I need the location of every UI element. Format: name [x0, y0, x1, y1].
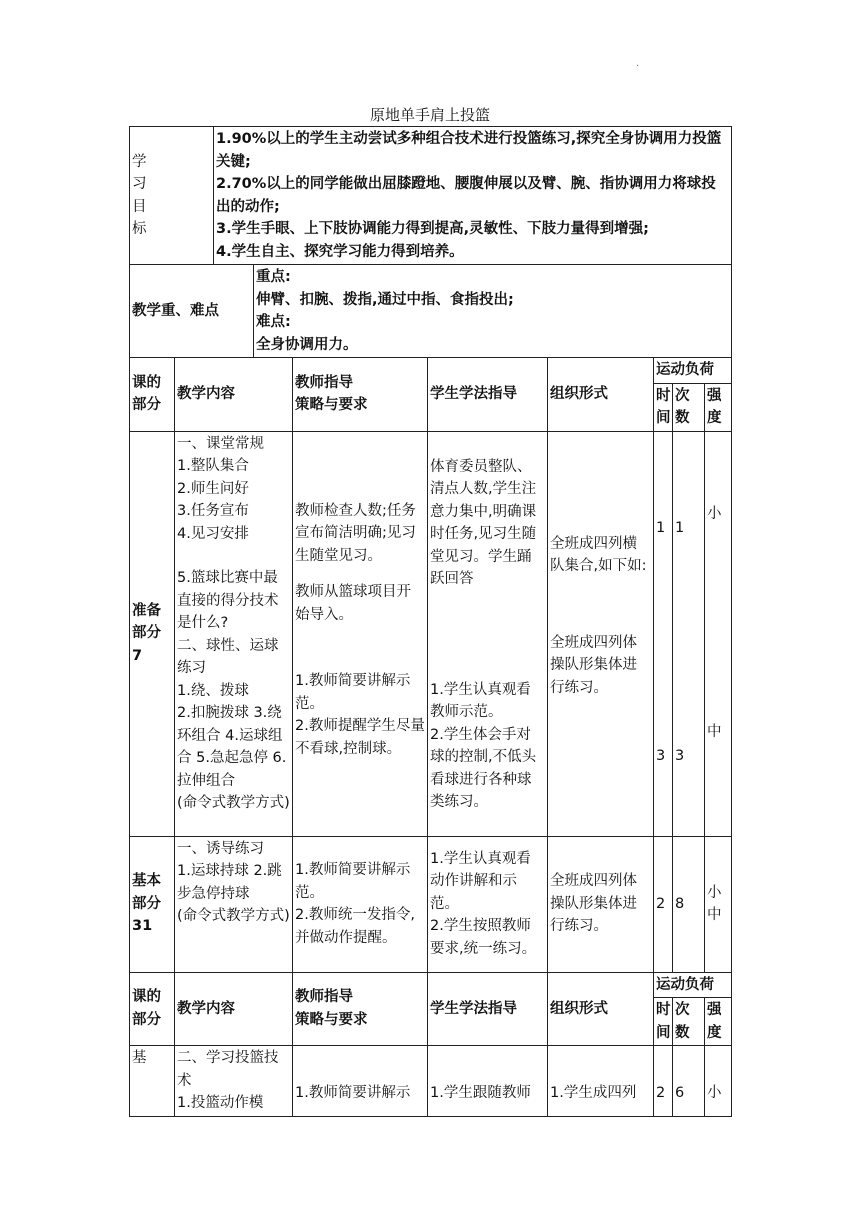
prep-count-a: 1 — [675, 519, 685, 536]
header-intensity: 强 度 — [705, 383, 732, 431]
basic-content: 一、诱导练习 1.运球持球 2.跳步急停持球 (命令式教学方式) — [175, 836, 293, 972]
basic2-count-text: 6 — [675, 1085, 685, 1101]
basic-time: 2 — [654, 836, 673, 972]
focus-label: 重点: — [256, 269, 291, 285]
prep-time-b: 3 — [656, 748, 666, 764]
header-time: 时 间 — [654, 383, 673, 431]
header-student-2: 学生学法指导 — [428, 972, 548, 1046]
prep-content-routine: 一、课堂常规 1.整队集合 2.师生问好 3.任务宣布 4.见习安排 — [177, 435, 264, 542]
header-org: 组织形式 — [548, 358, 654, 432]
prep-intensity-a: 小 — [707, 505, 722, 522]
basic-teacher: 1.教师简要讲解示范。 2.教师统一发指令,并做动作提醒。 — [293, 836, 428, 972]
prep-intensity — [705, 431, 732, 836]
header-teacher: 教师指导 策略与要求 — [293, 358, 428, 432]
prep-count-b: 3 — [675, 748, 685, 764]
difficulty-text: 全身协调用力。 — [256, 336, 358, 353]
header-part-2: 课的 部分 — [130, 972, 175, 1046]
prep-time-a: 1 — [656, 519, 666, 536]
prep-content-ball: 5.篮球比赛中最直接的得分技术是什么? 二、球性、运球练习 1.绕、拨球 2.扣腕拨球 3.绕环组合 4.运球组合 5.急起急停 6.拉伸组合 (命令式教学方式) — [177, 570, 290, 811]
prep-org-practice: 全班成四列体操队形集体进行练习。 — [550, 634, 637, 696]
prep-content — [175, 431, 293, 836]
basic2-label: 基 — [130, 1046, 175, 1117]
header-student: 学生学法指导 — [428, 358, 548, 432]
header-teacher-2: 教师指导 策略与要求 — [293, 972, 428, 1046]
basic2-teacher-text: 1.教师简要讲解示 — [295, 1085, 411, 1101]
prep-org — [548, 431, 654, 836]
lesson-table — [129, 357, 732, 1117]
goal-item: 4.学生自主、探究学习能力得到培养。 — [216, 243, 464, 260]
page-dot: . — [636, 58, 640, 69]
basic2-intensity — [705, 1046, 732, 1117]
basic2-time — [654, 1046, 673, 1117]
goal-item: 2.70%以上的同学能做出屈膝蹬地、腰腹伸展以及臂、腕、指协调用力将球投出的动作; — [216, 176, 716, 215]
basic2-count — [673, 1046, 705, 1117]
header-intensity-2: 强 度 — [705, 998, 732, 1046]
basic2-org — [548, 1046, 654, 1117]
prep-time — [654, 431, 673, 836]
basic-intensity: 小 中 — [705, 836, 732, 972]
prep-student-practice: 1.学生认真观看教师示范。 2.学生体会手对球的控制,不低头看球进行各种球类练习。 — [430, 681, 537, 810]
basic-student: 1.学生认真观看动作讲解和示范。 2.学生按照教师要求,统一练习。 — [428, 836, 548, 972]
prep-org-formation: 全班成四列横队集合,如下如: — [550, 535, 647, 574]
header-count-2: 次 数 — [673, 998, 705, 1046]
header-load-2: 运动负荷 — [654, 972, 732, 998]
header-time-2: 时 间 — [654, 998, 673, 1046]
basic-count: 8 — [673, 836, 705, 972]
basic2-teacher — [293, 1046, 428, 1117]
lesson-plan-sheet — [129, 126, 731, 1117]
key-points-content — [254, 265, 732, 358]
basic2-org-text: 1.学生成四列 — [550, 1085, 637, 1101]
basic2-intensity-text: 小 — [707, 1085, 722, 1101]
header-count: 次 数 — [673, 383, 705, 431]
prep-teacher-check: 教师检查人数;任务宣布简洁明确;见习生随堂见习。 — [295, 502, 416, 564]
prep-teacher — [293, 431, 428, 836]
key-points-label: 教学重、难点 — [130, 265, 254, 358]
key-points-table — [129, 264, 732, 358]
basic-label: 基本 部分 31 — [130, 836, 175, 972]
prep-count — [673, 431, 705, 836]
basic2-student — [428, 1046, 548, 1117]
basic2-time-text: 2 — [656, 1085, 666, 1101]
prep-label: 准备 部分 7 — [130, 431, 175, 836]
prep-intensity-b: 中 — [707, 724, 722, 740]
basic2-student-text: 1.学生跟随教师 — [430, 1085, 531, 1101]
goals-label: 学 习 目 标 — [130, 127, 214, 265]
prep-teacher-intro: 教师从篮球项目开始导入。 — [295, 584, 411, 623]
basic2-content: 二、学习投篮技术 1.投篮动作模 — [175, 1046, 293, 1117]
basic-org: 全班成四列体操队形集体进行练习。 — [548, 836, 654, 972]
goals-list — [214, 127, 732, 265]
prep-student — [428, 431, 548, 836]
goal-item: 1.90%以上的学生主动尝试多种组合技术进行投篮练习,探究全身协调用力投篮关键; — [216, 131, 722, 170]
prep-student-assemble: 体育委员整队、清点人数,学生注意力集中,明确课时任务,见习生随堂见习。学生踊跃回答 — [430, 458, 537, 587]
goal-item: 3.学生手眼、上下肢协调能力得到提高,灵敏性、下肢力量得到增强; — [216, 221, 649, 237]
header-load: 运动负荷 — [654, 358, 732, 384]
difficulty-label: 难点: — [256, 314, 291, 330]
goals-table — [129, 126, 732, 265]
header-content: 教学内容 — [175, 358, 293, 432]
page-title: 原地单手肩上投篮 — [369, 106, 490, 124]
prep-teacher-demo: 1.教师简要讲解示范。 2.教师提醒学生尽量不看球,控制球。 — [295, 673, 425, 757]
focus-text: 伸臂、扣腕、拨指,通过中指、食指投出; — [256, 291, 514, 308]
header-content-2: 教学内容 — [175, 972, 293, 1046]
header-part: 课的 部分 — [130, 358, 175, 432]
header-org-2: 组织形式 — [548, 972, 654, 1046]
